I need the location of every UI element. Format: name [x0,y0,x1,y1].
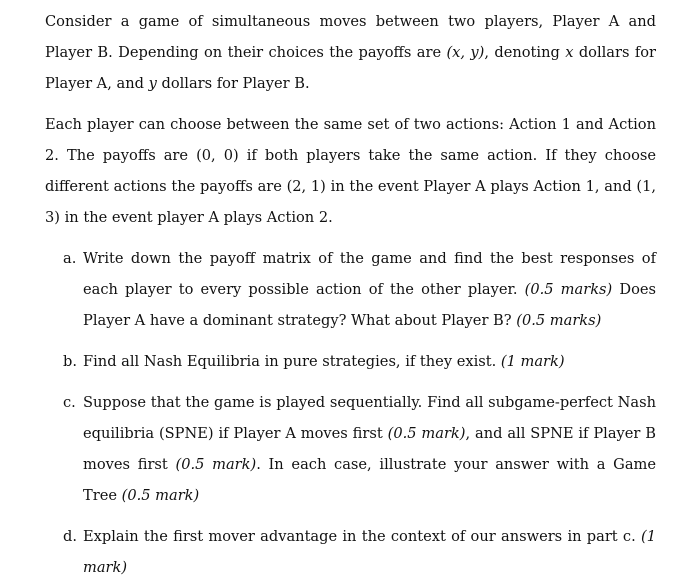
marks-label: (1 mark) [83,528,656,576]
marks-label: (1 mark) [500,353,565,370]
intro-text: in the event player A plays Action 2. [59,209,333,226]
marks-label: (0.5 mark) [387,425,466,442]
math-payoff-xy: (x, y) [446,44,485,61]
intro-text: in the event Player A plays Action 1, and [325,178,637,195]
intro-paragraph-1 [45,6,656,99]
question-c [45,387,656,511]
marks-label: (0.5 marks) [524,281,613,298]
marks-label: (0.5 mark) [175,456,257,473]
question-letter: c. [63,394,76,411]
intro-text: Consider a game of simultaneous moves between two players, Player A and Player B. Depending on their choices the payoffs are [45,13,656,61]
intro-text: dollars for Player A, and [45,44,657,92]
math-x: x [565,44,574,61]
question-letter: d. [63,528,77,545]
math-y: y [148,75,157,92]
intro-text: if both players take the same action. If they choose different actions the payoffs are [45,147,656,195]
question-list [45,243,656,583]
intro-paragraph-2 [45,109,656,233]
question-text: Explain the first mover advantage in the context of our answers in part c. [83,528,642,545]
question-d [45,521,656,583]
math-payoff-13: (1, 3) [45,178,656,226]
question-text: , and all SPNE if Player B moves first [83,425,656,473]
math-payoff-00: (0, 0) [196,147,239,164]
marks-label: (0.5 mark) [121,487,200,504]
marks-label: (0.5 marks) [516,312,602,329]
intro-text: Each player can choose between the same set of two actions: Action 1 and Action 2. The payoffs are [45,116,656,164]
intro-text: , denoting [484,44,566,61]
question-text: Does Player A have a dominant strategy? What about Player B? [83,281,656,329]
math-payoff-21: (2, 1) [286,178,326,195]
question-letter: b. [63,353,77,370]
question-text: . In each case, illustrate your answer with a Game Tree [83,456,657,504]
question-b [45,346,656,377]
question-a [45,243,656,336]
question-text: Find all Nash Equilibria in pure strategies, if they exist. [83,353,501,370]
question-letter: a. [63,250,77,267]
question-text: Write down the payoff matrix of the game and find the best responses of each player to every possible action of the other player. [83,250,656,298]
question-text: Suppose that the game is played sequentially. Find all subgame-perfect Nash equilibria (SPNE) if Player A moves first [83,394,656,442]
intro-text: dollars for Player B. [156,75,310,92]
